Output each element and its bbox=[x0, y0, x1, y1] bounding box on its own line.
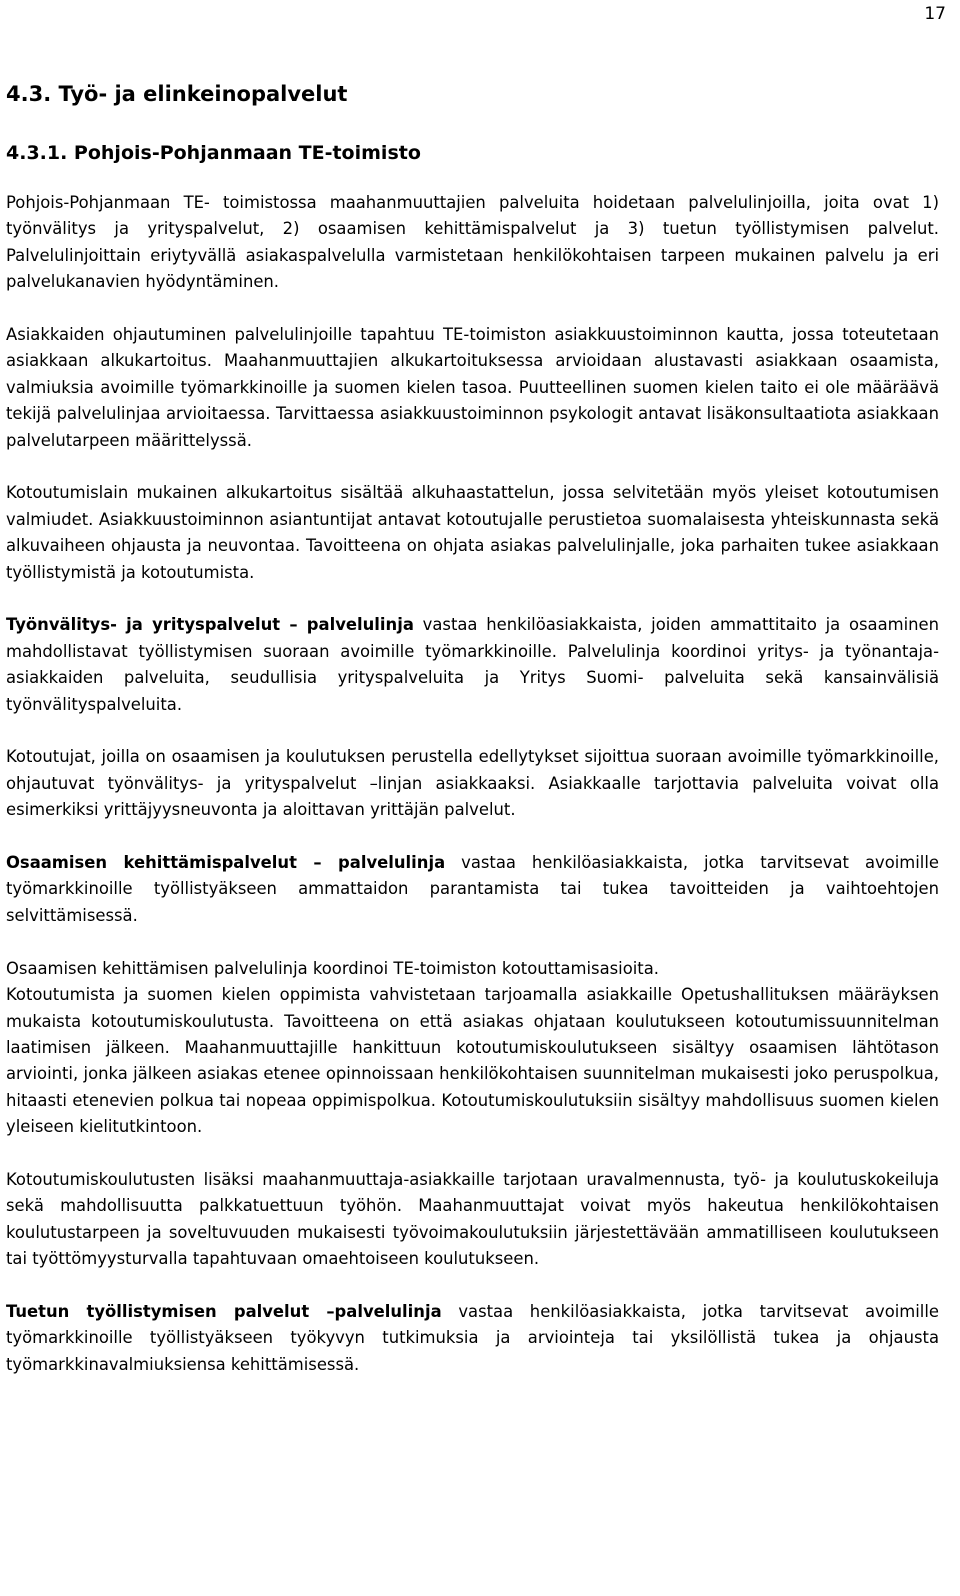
paragraph-9-lead: Tuetun työllistymisen palvelut –palvelulinja bbox=[6, 1301, 442, 1321]
paragraph-5: Kotoutujat, joilla on osaamisen ja koulutuksen perustella edellytykset sijoittua suoraan avoimille työmarkkinoille, ohjautuvat työnvälitys- ja yrityspalvelut –linjan asiakkaaksi. Asiakkaalle tarjottavia palveluita voivat olla esimerkiksi yrittäjyysneuvonta ja aloittavan yrittäjän palvelut. bbox=[6, 747, 939, 820]
paragraph-9-text: vastaa henkilöasiakkaista, jotka tarvitsevat avoimille työmarkkinoille työllistyäkseen työkyvyn tutkimuksia ja arviointeja tai yksilöllistä tukea ja ohjausta työmarkkinavalmiuksiensa kehittämisessä. bbox=[6, 1301, 940, 1374]
body-text bbox=[6, 190, 939, 1405]
paragraph-1: Pohjois-Pohjanmaan TE- toimistossa maahanmuuttajien palveluita hoidetaan palvelulinjoilla, joita ovat 1) työnvälitys ja yrityspalvelut, 2) osaamisen kehittämispalvelut ja 3) tuetun työllistymisen palvelut. Palvelulinjoittain eriytyvällä asiakaspalvelulla varmistetaan henkilökohtaisen tarpeen mukainen palvelu ja eri palvelukanavien hyödyntäminen. bbox=[6, 193, 939, 292]
paragraph-3: Kotoutumislain mukainen alkukartoitus sisältää alkuhaastattelun, jossa selvitetään myös yleiset kotoutumisen valmiudet. Asiakkuustoiminnon asiantuntijat antavat kotoutujalle perustietoa suomalaisesta yhteiskunnasta sekä alkuvaiheen ohjausta ja neuvontaa. Tavoitteena on ohjata asiakas palvelulinjalle, joka parhaiten tukee asiakkaan työllistymistä ja kotoutumista. bbox=[6, 483, 939, 582]
paragraph-4-lead: Työnvälitys- ja yrityspalvelut – palvelulinja bbox=[6, 615, 414, 635]
paragraph-4 bbox=[6, 612, 939, 718]
page-number: 17 bbox=[924, 4, 946, 24]
paragraph-6-text: vastaa henkilöasiakkaista, jotka tarvitsevat avoimille työmarkkinoille työllistyäkseen ammattaidon parantamista tai tukea tavoitteiden ja vaihtoehtojen selvittämisessä. bbox=[6, 853, 939, 925]
paragraph-7a: Osaamisen kehittämisen palvelulinja koordinoi TE-toimiston kotouttamisasioita. bbox=[6, 958, 659, 978]
paragraph-8: Kotoutumiskoulutusten lisäksi maahanmuuttaja-asiakkaille tarjotaan uravalmennusta, työ- ja koulutuskokeiluja sekä mahdollisuutta palkkatuettuun työhön. Maahanmuuttajat voivat myös hakeutua henkilökohtaisen koulutustarpeen ja soveltuvuuden mukaisesti työvoimakoulutuksiin järjestettävään ammatilliseen koulutukseen tai työttömyysturvalla tapahtuvaan omaehtoiseen koulutukseen. bbox=[6, 1169, 939, 1269]
section-heading: 4.3. Työ- ja elinkeinopalvelut bbox=[6, 82, 348, 106]
paragraph-6-lead: Osaamisen kehittämispalvelut – palvelulinja bbox=[6, 853, 446, 873]
subsection-heading: 4.3.1. Pohjois-Pohjanmaan TE-toimisto bbox=[6, 142, 421, 164]
paragraph-2: Asiakkaiden ohjautuminen palvelulinjoille tapahtuu TE-toimiston asiakkuustoiminnon kautta, jossa toteutetaan asiakkaan alkukartoitus. Maahanmuuttajien alkukartoituksessa arvioidaan alustavasti asiakkaan osaamista, valmiuksia avoimille työmarkkinoille ja suomen kielen tasoa. Puutteellinen suomen kielen taito ei ole määräävä tekijä palvelulinjaa arvioitaessa. Tarvittaessa asiakkuustoiminnon psykologit antavat lisäkonsultaatiota asiakkaan palvelutarpeen määrittelyssä. bbox=[6, 325, 939, 450]
paragraph-9 bbox=[6, 1299, 939, 1378]
paragraph-7b: Kotoutumista ja suomen kielen oppimista vahvistetaan tarjoamalla asiakkaille Opetushallituksen määräyksen mukaista kotoutumiskoulutusta. Tavoitteena on että asiakas ohjataan koulutukseen kotoutumissuunnitelman laatimisen jälkeen. Maahanmuuttajille hankittuun kotoutumiskoulutukseen sisältyy osaamisen lähtötason arviointi, jonka jälkeen asiakas etenee opinnoissaan henkilökohtaisen suunnitelman mukaisesti joko peruspolkua, hitaasti etenevien polkua tai nopeaa oppimispolkua. Kotoutumiskoulutuksiin sisältyy mahdollisuus suomen kielen yleiseen kielitutkintoon. bbox=[6, 985, 939, 1137]
paragraph-6 bbox=[6, 850, 939, 929]
paragraph-4-text: vastaa henkilöasiakkaista, joiden ammattitaito ja osaaminen mahdollistavat työllistymisen suoraan avoimille työmarkkinoille. Palvelulinja koordinoi yritys- ja työnantaja-asiakkaiden palveluita, seudullisia yrityspalveluita ja Yritys Suomi- palveluita sekä kansainvälisiä työnvälityspalveluita. bbox=[6, 615, 940, 714]
